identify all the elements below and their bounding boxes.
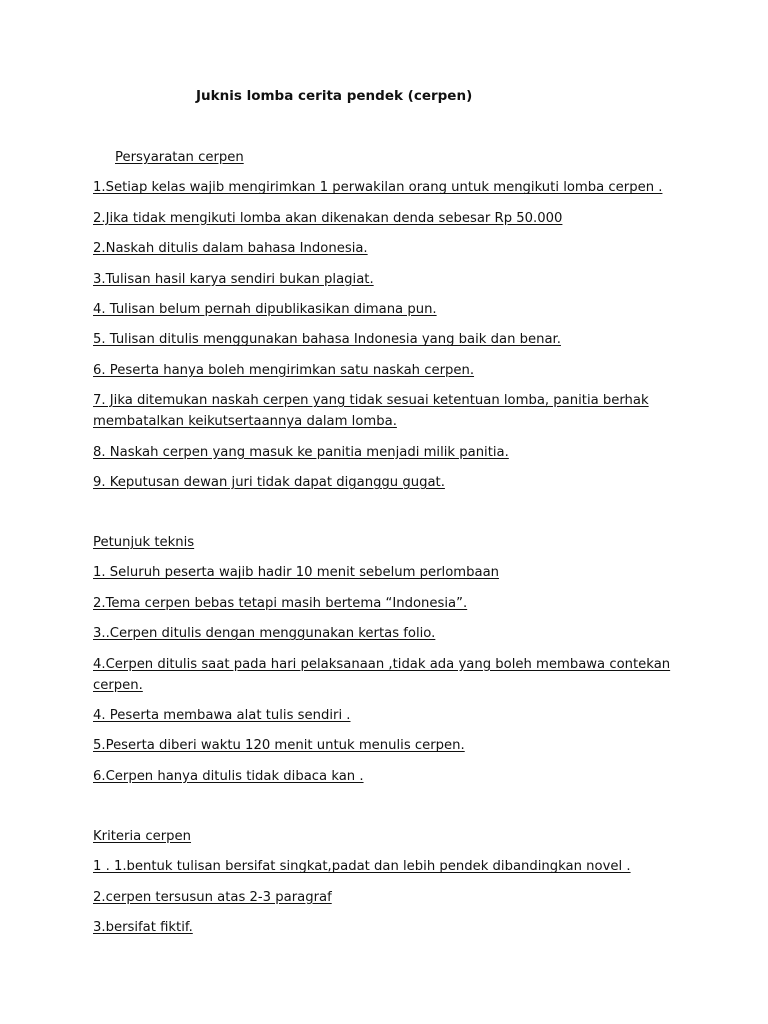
document-title: Juknis lomba cerita pendek (cerpen): [196, 88, 473, 104]
section-petunjuk-teknis: [93, 532, 683, 796]
list-item: 6.Cerpen hanya ditulis tidak dibaca kan .: [93, 768, 364, 784]
list-item: 5. Tulisan ditulis menggunakan bahasa Indonesia yang baik dan benar.: [93, 332, 561, 348]
list-item: 2.cerpen tersusun atas 2-3 paragraf: [93, 889, 332, 905]
list-item: 1. Seluruh peserta wajib hadir 10 menit sebelum perlombaan: [93, 565, 500, 581]
list-item: 5.Peserta diberi waktu 120 menit untuk menulis cerpen.: [93, 738, 465, 754]
list-item: 2.Naskah ditulis dalam bahasa Indonesia.: [93, 241, 368, 257]
list-item: 4.Cerpen ditulis saat pada hari pelaksanaan ,tidak ada yang boleh membawa contekan cerpen.: [93, 656, 671, 693]
list-item: 3..Cerpen ditulis dengan menggunakan kertas folio.: [93, 626, 436, 642]
list-item: 8. Naskah cerpen yang masuk ke panitia menjadi milik panitia.: [93, 444, 509, 460]
list-item: 4. Peserta membawa alat tulis sendiri .: [93, 707, 351, 723]
section-persyaratan: [93, 147, 683, 502]
list-item: 7. Jika ditemukan naskah cerpen yang tidak sesuai ketentuan lomba, panitia berhak membatalkan keikutsertaannya dalam lomba.: [93, 393, 649, 430]
list-item: 6. Peserta hanya boleh mengirimkan satu naskah cerpen.: [93, 362, 475, 378]
list-item: 9. Keputusan dewan juri tidak dapat diganggu gugat.: [93, 474, 445, 490]
section-heading: Petunjuk teknis: [93, 535, 195, 550]
list-item: 3.Tulisan hasil karya sendiri bukan plagiat.: [93, 271, 374, 287]
list-item: 2.Tema cerpen bebas tetapi masih bertema “Indonesia”.: [93, 595, 468, 611]
list-item: 1 . 1.bentuk tulisan bersifat singkat,padat dan lebih pendek dibandingkan novel .: [93, 859, 631, 875]
list-item: 2.Jika tidak mengikuti lomba akan dikenakan denda sebesar Rp 50.000: [93, 210, 563, 226]
section-kriteria-cerpen: [93, 826, 683, 948]
list-item: 1.Setiap kelas wajib mengirimkan 1 perwakilan orang untuk mengikuti lomba cerpen .: [93, 180, 663, 196]
list-item: 4. Tulisan belum pernah dipublikasikan dimana pun.: [93, 301, 437, 317]
section-heading: Kriteria cerpen: [93, 829, 192, 844]
list-item: 3.bersifat fiktif.: [93, 920, 193, 936]
section-heading: Persyaratan cerpen: [115, 150, 244, 165]
